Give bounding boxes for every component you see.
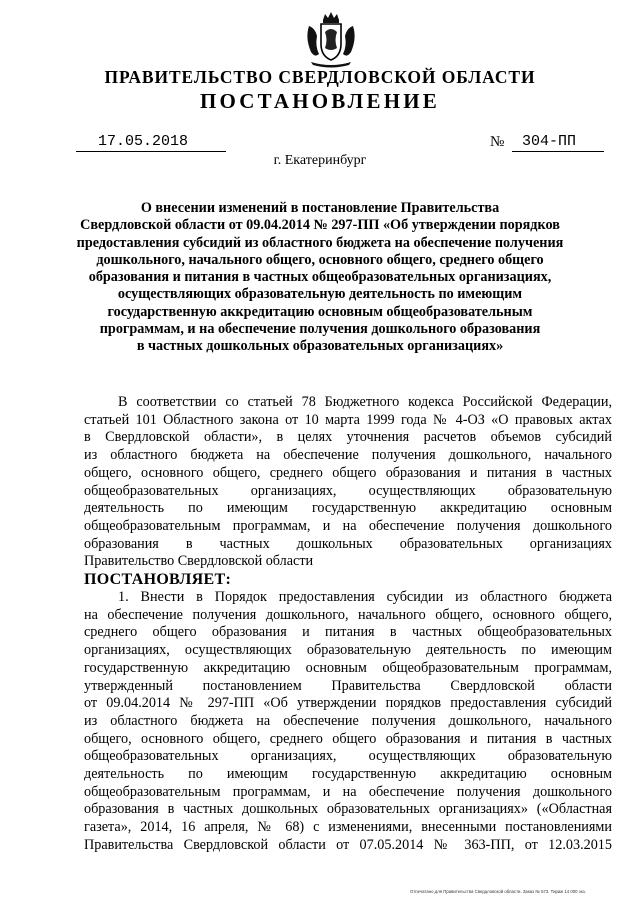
preamble-line: Правительство Свердловской области	[84, 553, 314, 570]
item-line: Правительства Свердловской области от 07.05.2014 № 363-ПП, от 12.03.2015	[84, 836, 612, 853]
number-label: №	[490, 134, 505, 150]
preamble-line: деятельность по имеющим государственную аккредитацию основным	[84, 500, 612, 517]
item-line: государственную аккредитацию основным общеобразовательным программам,	[84, 659, 612, 676]
heading-line: дошкольного, начального общего, основного общего, среднего общего	[96, 251, 544, 268]
city: г. Екатеринбург	[273, 153, 367, 168]
heading-line: Свердловской области от 09.04.2014 № 297-ПП «Об утверждении порядков	[80, 217, 560, 234]
heading-line: предоставления субсидий из областного бюджета на обеспечение получения	[76, 234, 564, 251]
preamble-line: образования в частных дошкольных образовательных организациях	[84, 535, 612, 552]
heading-line: в частных дошкольных образовательных организациях»	[136, 338, 504, 355]
heading-line: программам, и на обеспечение получения дошкольного образования	[99, 321, 541, 338]
item-line: от 09.04.2014 № 297-ПП «Об утверждении порядков предоставления субсидий	[84, 695, 612, 712]
preamble-line: общеобразовательным программам, и на обеспечение получения дошкольного	[84, 517, 612, 534]
print-footnote: Отпечатано для Правительства Свердловской области. Заказ № 573. Тираж 14 000 экз.	[410, 889, 586, 894]
preamble-line: в Свердловской области», в целях уточнения расчетов объемов субсидий	[84, 429, 612, 446]
item-line: общего, основного общего, среднего общего образования и питания в частных	[84, 730, 612, 747]
item-line: на обеспечение получения дошкольного, начального общего, основного общего,	[84, 606, 612, 623]
item-line: организациях, осуществляющих образовательную деятельность по имеющим	[84, 642, 612, 659]
heading-line: осуществляющих образовательную деятельность по имеющим	[117, 286, 523, 303]
coat-of-arms-icon	[301, 8, 361, 68]
preamble-line: статьей 101 Областного закона от 10 марта 1999 года № 4-ОЗ «О правовых актах	[84, 411, 612, 428]
item-line: деятельность по имеющим государственную аккредитацию основным	[84, 766, 612, 783]
item-line: среднего общего образования и питания в частных общеобразовательных	[84, 624, 612, 641]
item-line: образования в частных дошкольных образовательных организациях» («Областная	[84, 801, 612, 818]
heading-line: О внесении изменений в постановление Правительства	[140, 200, 500, 216]
heading-line: государственную аккредитацию основным общеобразовательным	[107, 303, 533, 320]
heading-line: образования и питания в частных общеобразовательных организациях,	[88, 269, 552, 286]
document-heading	[60, 200, 580, 356]
item-line: 1. Внести в Порядок предоставления субсидии из областного бюджета	[118, 589, 612, 606]
document-number: 304-ПП	[512, 133, 604, 152]
government-title: ПРАВИТЕЛЬСТВО СВЕРДЛОВСКОЙ ОБЛАСТИ	[104, 67, 536, 87]
item-line: общеобразовательным программам, и на обеспечение получения дошкольного	[84, 783, 612, 800]
preamble-line: из областного бюджета на обеспечение получения дошкольного, начального	[84, 447, 612, 464]
document-type: ПОСТАНОВЛЕНИЕ	[199, 89, 441, 113]
preamble-line: В соответствии со статьей 78 Бюджетного кодекса Российской Федерации,	[118, 394, 612, 410]
resolve-word: ПОСТАНОВЛЯЕТ:	[84, 571, 232, 589]
item-line: утвержденный постановлением Правительства Свердловской области	[84, 677, 612, 694]
item-line: общеобразовательных организациях, осуществляющих образовательную	[84, 748, 612, 765]
preamble-line: общего, основного общего, среднего общего образования и питания в частных	[84, 464, 612, 481]
item-line: газета», 2014, 16 апреля, № 68) с изменениями, внесенными постановлениями	[84, 819, 612, 836]
preamble-line: общеобразовательных организациях, осуществляющих образовательную	[84, 482, 612, 499]
document-body	[84, 394, 612, 855]
item-line: из областного бюджета на обеспечение получения дошкольного, начального	[84, 712, 612, 729]
document-date: 17.05.2018	[76, 133, 226, 152]
